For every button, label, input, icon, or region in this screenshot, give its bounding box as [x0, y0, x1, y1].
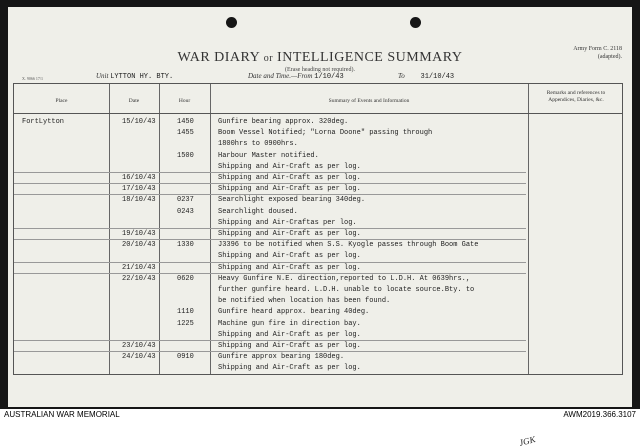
- entry-summary: Shipping and Air-Craft as per log.: [218, 162, 361, 171]
- column-divider: [528, 84, 529, 374]
- entry-hour: 1500: [177, 151, 194, 160]
- footer-accession-number: AWM2019.366.3107: [563, 410, 636, 419]
- entry-summary: Shipping and Air-Craft as per log.: [218, 342, 361, 350]
- date-label: Date and Time.—From: [248, 72, 313, 80]
- row-rule: [14, 194, 526, 195]
- page-subtitle: (Erase heading not required).: [285, 67, 355, 73]
- header-hour: Hour: [178, 98, 191, 104]
- row-rule: [14, 340, 526, 341]
- entry-date: 19/10/43: [122, 230, 156, 238]
- column-divider: [109, 84, 110, 374]
- date-to-value: 31/10/43: [420, 73, 455, 81]
- entry-summary: further gunfire heard. L.D.H. unable to locate source.Bty. to: [218, 286, 475, 294]
- entry-date: 15/10/43: [122, 118, 156, 126]
- title-intelligence-summary: INTELLIGENCE SUMMARY: [277, 50, 463, 65]
- row-rule: [14, 262, 526, 263]
- form-note: (adapted).: [597, 54, 622, 60]
- entry-hour: 0910: [177, 353, 194, 362]
- officer-initials: JGK: [517, 434, 537, 448]
- entry-hour: 0243: [177, 207, 194, 216]
- form-number: [573, 45, 622, 61]
- title-war-diary: WAR DIARY: [177, 50, 260, 65]
- entry-summary: Gunfire heard approx. bearing 40deg.: [218, 308, 370, 317]
- row-rule: [14, 183, 526, 184]
- header-summary: Summary of Events and Information: [328, 98, 410, 104]
- header-separator: [14, 113, 622, 114]
- column-divider: [210, 84, 211, 374]
- entry-date: 23/10/43: [122, 342, 156, 350]
- entry-date: 20/10/43: [122, 241, 156, 250]
- entry-hour: 1330: [177, 241, 194, 250]
- to-label: To: [398, 72, 405, 80]
- entry-summary: Shipping and Air-Craftas per log.: [218, 218, 357, 227]
- entry-summary: Shipping and Air-Craft as per log.: [218, 252, 361, 261]
- date-field: [248, 72, 344, 81]
- entry-date: 21/10/43: [122, 263, 156, 272]
- entry-summary: Gunfire approx bearing 180deg.: [218, 353, 345, 362]
- title-or: or: [263, 53, 274, 64]
- header-place: Place: [55, 98, 68, 104]
- header-date: Date: [128, 98, 140, 104]
- entry-summary: Shipping and Air-Craft as per log.: [218, 185, 361, 194]
- form-number-text: Army Form C. 2118: [573, 46, 622, 52]
- entry-hour: 1450: [177, 118, 194, 126]
- row-rule: [14, 172, 526, 173]
- punch-hole: [410, 17, 421, 28]
- entry-hour: 1225: [177, 319, 194, 328]
- entry-summary: J3396 to be notified when S.S. Kyogle passes through Boom Gate: [218, 241, 479, 250]
- entry-summary: Shipping and Air-Craft as per log.: [218, 263, 361, 272]
- entry-place: FortLytton: [22, 118, 65, 126]
- page-title: [8, 50, 632, 66]
- entry-date: 17/10/43: [122, 185, 156, 194]
- unit-label: Unit: [96, 72, 109, 80]
- entry-hour: 1455: [177, 129, 194, 138]
- entry-summary: Shipping and Air-Craft as per log.: [218, 364, 361, 373]
- row-rule: [14, 239, 526, 240]
- entry-summary: Searchlight exposed bearing 340deg.: [218, 196, 366, 205]
- entry-hour: 0237: [177, 196, 194, 205]
- entry-summary: Harbour Master notified.: [218, 151, 319, 160]
- footer-institution: AUSTRALIAN WAR MEMORIAL: [4, 410, 120, 419]
- form-code: X. 9066 17/1: [22, 76, 43, 81]
- column-divider: [159, 84, 160, 374]
- entry-summary: be notified when location has been found.: [218, 297, 391, 306]
- header-remarks: Remarks and references to Appendices, Diaries, &c.: [546, 90, 606, 103]
- date-from-value: 1/10/43: [314, 73, 344, 81]
- entry-hour: 0620: [177, 274, 194, 283]
- entry-summary: Machine gun fire in direction bay.: [218, 319, 361, 328]
- entry-summary: Gunfire bearing approx. 320deg.: [218, 118, 349, 126]
- entry-summary: Shipping and Air-Craft as per log.: [218, 230, 361, 238]
- entry-summary: Shipping and Air-Craft as per log.: [218, 330, 361, 339]
- entry-summary: Heavy Gunfire N.E. direction,reported to L.D.H. At 0639hrs.,: [218, 274, 471, 283]
- punch-hole: [226, 17, 237, 28]
- entry-hour: 1110: [177, 308, 194, 317]
- entry-summary: Shipping and Air-Craft as per log.: [218, 174, 361, 182]
- row-rule: [14, 228, 526, 229]
- row-rule: [14, 273, 526, 274]
- entry-summary: Boom Vessel Notified; "Lorna Doone" passing through: [218, 129, 433, 138]
- unit-field: [96, 72, 173, 81]
- entry-date: 24/10/43: [122, 353, 156, 362]
- to-field: [398, 72, 454, 81]
- row-rule: [14, 351, 526, 352]
- entry-date: 18/10/43: [122, 196, 156, 205]
- unit-value: LYTTON HY. BTY.: [110, 73, 174, 81]
- entry-summary: Searchlight doused.: [218, 207, 298, 216]
- entry-summary: 1800hrs to 0900hrs.: [218, 140, 298, 149]
- entry-date: 22/10/43: [122, 274, 156, 283]
- entry-date: 16/10/43: [122, 174, 156, 182]
